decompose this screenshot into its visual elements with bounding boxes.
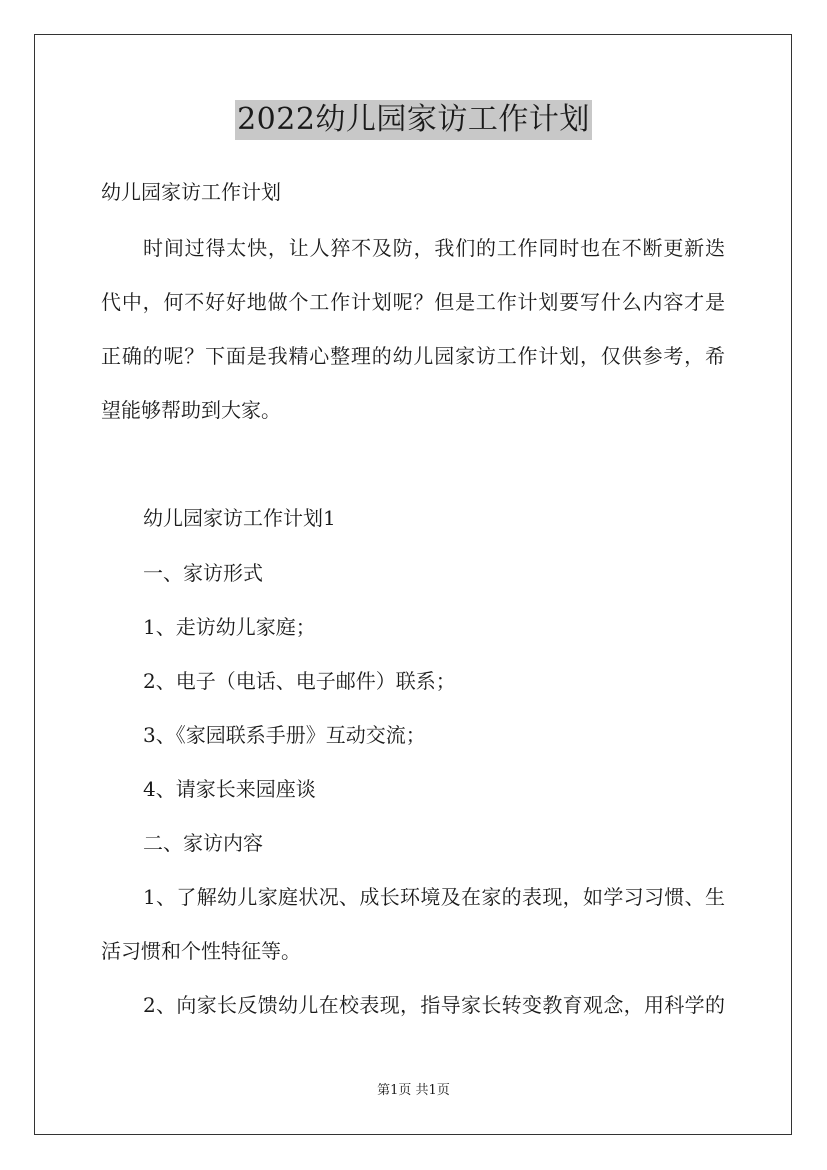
part2-heading: 二、家访内容 [143, 831, 263, 855]
part1-heading: 一、家访形式 [143, 561, 263, 585]
intro-line-1: 时间过得太快，让人猝不及防，我们的工作同时也在不断更新迭 [143, 236, 725, 260]
part1-item-3: 3、《家园联系手册》互动交流； [143, 723, 426, 747]
document-subtitle: 幼儿园家访工作计划 [101, 180, 281, 204]
page-footer: 第1页 共1页 [377, 1083, 450, 1098]
part2-line-3: 2、向家长反馈幼儿在校表现，指导家长转变教育观念，用科学的 [143, 993, 725, 1017]
part2-line-2: 活习惯和个性特征等。 [101, 939, 301, 963]
part1-item-1: 1、走访幼儿家庭； [143, 615, 316, 639]
part1-item-4: 4、请家长来园座谈 [143, 777, 316, 801]
intro-line-2: 代中，何不好好地做个工作计划呢？但是工作计划要写什么内容才是 [101, 290, 725, 314]
intro-line-3: 正确的呢？下面是我精心整理的幼儿园家访工作计划，仅供参考，希 [101, 344, 725, 368]
part1-item-2: 2、电子（电话、电子邮件）联系； [143, 669, 456, 693]
intro-line-4: 望能够帮助到大家。 [101, 398, 281, 422]
section-title: 幼儿园家访工作计划1 [143, 506, 336, 530]
title-container [0, 100, 827, 140]
part2-line-1: 1、了解幼儿家庭状况、成长环境及在家的表现，如学习习惯、生 [143, 885, 725, 909]
document-title: 2022幼儿园家访工作计划 [235, 100, 592, 140]
